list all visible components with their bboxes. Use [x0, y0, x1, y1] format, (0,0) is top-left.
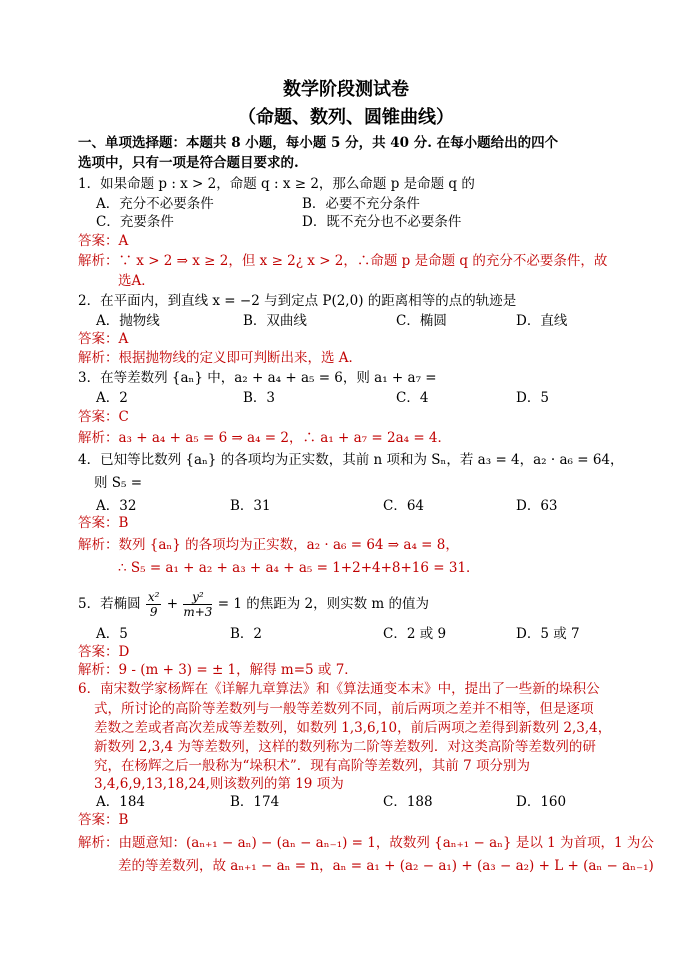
q3-option-a: A．2 [96, 390, 128, 406]
q5-plus: + [166, 596, 179, 612]
q5-fraction-y [183, 590, 212, 619]
doc-subtitle: （命题、数列、圆锥曲线） [238, 107, 454, 128]
q4-solution-line2: ∴ S₅ = a₁ + a₂ + a₃ + a₄ + a₅ = 1+2+4+8+16 = 31． [118, 560, 480, 576]
q6-option-b: B．174 [230, 794, 280, 810]
q3-solution: 解析：a₃ + a₄ + a₅ = 6 ⇒ a₄ = 2，∴ a₁ + a₇ = 2a₄ = 4． [78, 430, 452, 446]
section-heading-line1: 一、单项选择题：本题共 8 小题，每小题 5 分，共 40 分. 在每小题给出的四个 [78, 135, 559, 151]
q4-stem-line1: 4．已知等比数列 {aₙ} 的各项均为正实数，其前 n 项和为 Sₙ，若 a₃ = 4，a₂ · a₆ = 64， [78, 452, 624, 468]
q6-option-a: A．184 [96, 794, 146, 810]
q3-option-b: B．3 [243, 390, 276, 406]
q4-option-d: D．63 [516, 498, 558, 514]
doc-title: 数学阶段测试卷 [283, 79, 409, 100]
q5-option-b: B．2 [230, 626, 263, 642]
q3-stem: 3．在等差数列 {aₙ} 中，a₂ + a₄ + a₅ = 6，则 a₁ + a₇ = [78, 370, 437, 386]
q1-option-a: A．充分不必要条件 [96, 196, 214, 212]
q2-option-a: A．抛物线 [96, 313, 160, 329]
q5-stem-post: = 1 的焦距为 2，则实数 m 的值为 [217, 596, 429, 612]
q3-option-c: C．4 [396, 390, 429, 406]
q6-stem-line2: 式，所讨论的高阶等差数列与一般等差数列不同，前后两项之差并不相等，但是逐项 [94, 701, 594, 717]
q5-option-a: A．5 [96, 626, 128, 642]
q1-answer: 答案：A [78, 233, 129, 249]
q3-option-d: D．5 [516, 390, 549, 406]
q5-option-d: D．5 或 7 [516, 626, 580, 642]
q3-answer: 答案：C [78, 409, 129, 425]
section-heading-line2: 选项中，只有一项是符合题目要求的. [78, 155, 299, 171]
q1-option-d: D．既不充分也不必要条件 [302, 214, 462, 230]
q6-stem-line3: 差数之差或者高次差成等差数列，如数列 1,3,6,10，前后两项之差得到新数列 2,3,4， [94, 720, 612, 736]
q2-stem: 2．在平面内，到直线 x = −2 与到定点 P(2,0) 的距离相等的点的轨迹是 [78, 293, 517, 309]
q1-option-c: C．充要条件 [96, 214, 174, 230]
q2-answer: 答案：A [78, 331, 129, 347]
q1-option-b: B．必要不充分条件 [302, 196, 420, 212]
q5-stem [78, 587, 429, 621]
q2-option-c: C．椭圆 [396, 313, 447, 329]
q5-fraction-y-den: m+3 [183, 605, 213, 619]
q6-solution-line2: 差的等差数列，故 aₙ₊₁ − aₙ = n，aₙ = a₁ + (a₂ − a₁) + (a₃ − a₂) + L + (aₙ − aₙ₋₁) [118, 858, 654, 874]
q2-solution: 解析：根据抛物线的定义即可判断出来，选 A． [78, 350, 363, 366]
q1-stem: 1．如果命题 p : x > 2，命题 q : x ≥ 2，那么命题 p 是命题 q 的 [78, 176, 475, 192]
q4-option-a: A．32 [96, 498, 137, 514]
q6-solution-line1: 解析：由题意知：(aₙ₊₁ − aₙ) − (aₙ − aₙ₋₁) = 1，故数列 {aₙ₊₁ − aₙ} 是以 1 为首项，1 为公 [78, 835, 654, 851]
q6-stem-line1: 6．南宋数学家杨辉在《详解九章算法》和《算法通变本末》中，提出了一些新的垛积公 [78, 681, 600, 697]
q5-solution: 解析：9 - (m + 3) = ± 1，解得 m=5 或 7． [78, 662, 358, 678]
q5-fraction-x [146, 590, 162, 619]
q4-solution-line1: 解析：数列 {aₙ} 的各项均为正实数，a₂ · a₆ = 64 ⇒ a₄ = 8， [78, 537, 459, 553]
q4-option-c: C．64 [383, 498, 425, 514]
q6-stem-line6: 3,4,6,9,13,18,24,则该数列的第 19 项为 [94, 776, 344, 792]
q6-stem-line4: 新数列 2,3,4 为等差数列，这样的数列称为二阶等差数列．对这类高阶等差数列的研 [94, 739, 596, 755]
q5-fraction-x-num: x² [147, 590, 160, 604]
q5-fraction-x-den: 9 [149, 605, 158, 619]
q5-option-c: C．2 或 9 [383, 626, 447, 642]
q6-stem-line5: 究，在杨辉之后一般称为“垛积术”．现有高阶等差数列，其前 7 项分别为 [94, 758, 530, 774]
q6-answer: 答案：B [78, 812, 129, 828]
q1-solution-line2: 选A． [118, 273, 155, 289]
q1-solution-line1: 解析：∵ x > 2 ⇒ x ≥ 2，但 x ≥ 2¿ x > 2，∴命题 p 是命题 q 的充分不必要条件，故 [78, 253, 608, 269]
q4-answer: 答案：B [78, 515, 129, 531]
q2-option-d: D．直线 [516, 313, 568, 329]
q2-option-b: B．双曲线 [243, 313, 307, 329]
q4-option-b: B．31 [230, 498, 271, 514]
q6-option-c: C．188 [383, 794, 433, 810]
q5-stem-pre: 5．若椭圆 [78, 596, 141, 612]
q6-option-d: D．160 [516, 794, 567, 810]
q4-stem-line2: 则 S₅ = [94, 475, 143, 491]
q5-answer: 答案：D [78, 644, 130, 660]
q5-fraction-y-num: y² [183, 590, 212, 605]
